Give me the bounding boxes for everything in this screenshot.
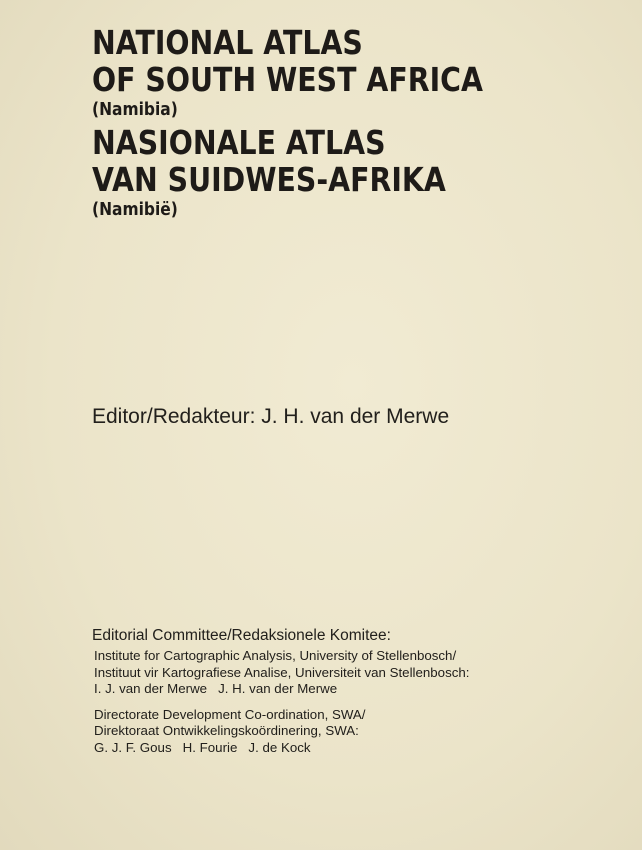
title-english-subtitle: (Namibia) xyxy=(92,99,178,120)
title-afrikaans-line-2: VAN SUIDWES-AFRIKA xyxy=(92,160,446,199)
title-english-line-2: OF SOUTH WEST AFRICA xyxy=(92,60,483,99)
editor-credit: Editor/Redakteur: J. H. van der Merwe xyxy=(92,405,450,428)
editorial-committee xyxy=(92,626,469,756)
committee-line: Directorate Development Co-ordination, SWA/ xyxy=(94,706,366,722)
title-afrikaans-line-1: NASIONALE ATLAS xyxy=(92,123,386,162)
committee-group-directorate xyxy=(92,707,469,757)
title-block xyxy=(92,24,547,224)
title-english-line-1: NATIONAL ATLAS xyxy=(92,23,363,62)
committee-heading: Editorial Committee/Redaksionele Komitee: xyxy=(92,627,391,644)
title-afrikaans-subtitle: (Namibië) xyxy=(92,199,178,220)
committee-members: G. J. F. Gous H. Fourie J. de Kock xyxy=(94,739,311,755)
committee-line: Direktoraat Ontwikkelingskoördinering, SWA: xyxy=(94,723,359,738)
committee-line: Instituut vir Kartografiese Analise, Universiteit van Stellenbosch: xyxy=(94,664,470,680)
committee-line: Institute for Cartographic Analysis, University of Stellenbosch/ xyxy=(94,648,457,663)
committee-members: I. J. van der Merwe J. H. van der Merwe xyxy=(94,681,338,696)
committee-group-stellenbosch xyxy=(92,648,469,698)
